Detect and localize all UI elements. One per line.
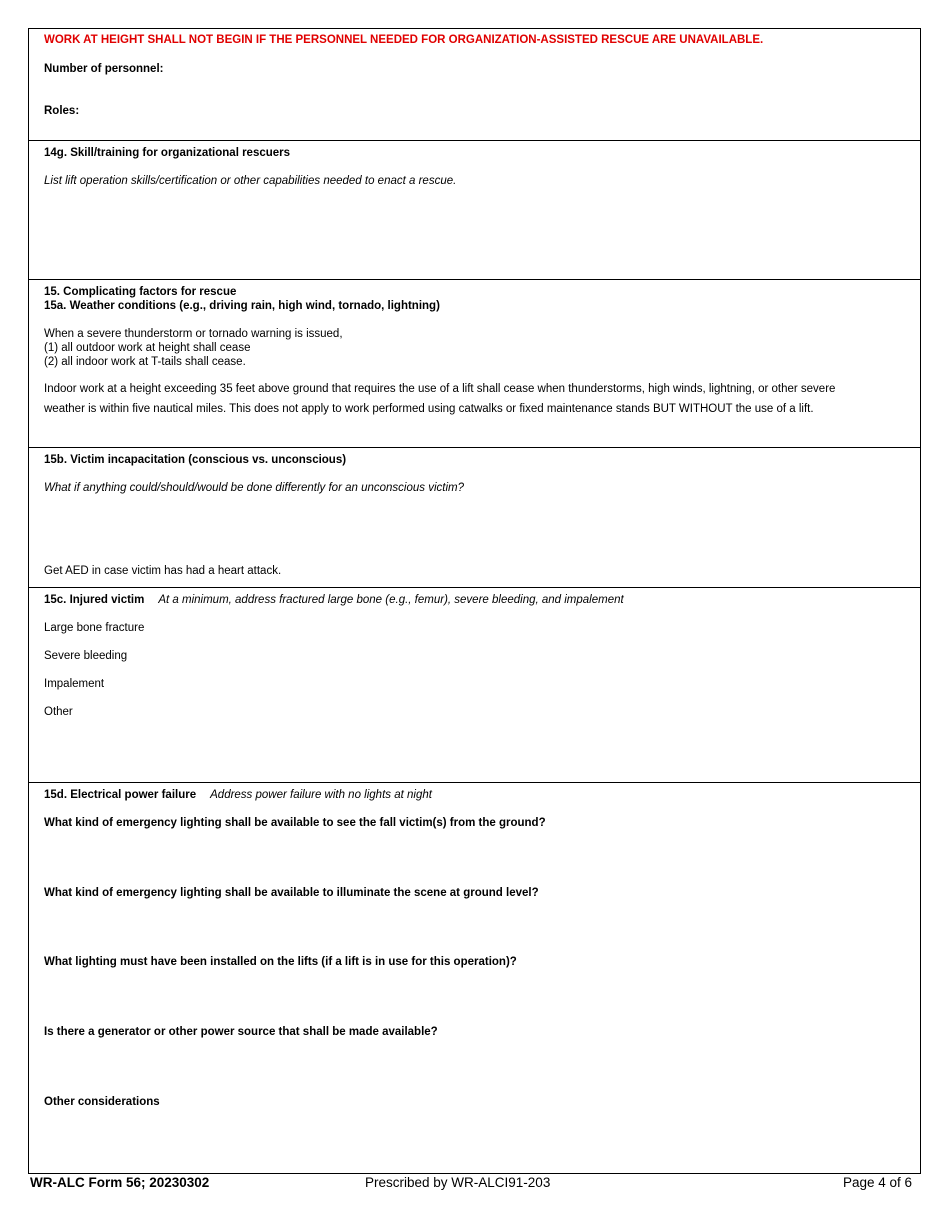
rescue-warning: WORK AT HEIGHT SHALL NOT BEGIN IF THE PERSONNEL NEEDED FOR ORGANIZATION-ASSISTED RESCUE ARE UNAVAILABLE. [44, 34, 764, 46]
page-number: Page 4 of 6 [842, 1175, 912, 1190]
weather-rule-1: (1) all outdoor work at height shall cease [44, 342, 251, 354]
form-page [28, 28, 921, 1174]
form-id: WR-ALC Form 56; 20230302 [30, 1175, 210, 1190]
injury-item-bone-fracture: Large bone fracture [44, 622, 145, 634]
injury-item-impalement: Impalement [44, 678, 105, 690]
weather-rule-2: (2) all indoor work at T-tails shall cease. [44, 356, 246, 368]
section-15a-title: 15a. Weather conditions (e.g., driving rain, high wind, tornado, lightning) [44, 300, 440, 312]
indoor-work-paragraph: Indoor work at a height exceeding 35 feet above ground that requires the use of a lift shall cease when thunderstorms, high winds, lightning, or other severe weather is within five nautical miles. This does not apply to work performed using catwalks or fixed maintenance stands BUT WITHOUT the use of a lift. [44, 383, 836, 415]
question-victim-lighting: What kind of emergency lighting shall be available to see the fall victim(s) from the ground? [44, 817, 546, 829]
prescribed-by: Prescribed by WR-ALCI91-203 [365, 1175, 551, 1190]
weather-warning-intro: When a severe thunderstorm or tornado warning is issued, [44, 328, 343, 340]
section-15b-instruction: What if anything could/should/would be done differently for an unconscious victim? [44, 482, 464, 494]
other-considerations-label: Other considerations [44, 1096, 160, 1108]
section-15c-hint: At a minimum, address fractured large bone (e.g., femur), severe bleeding, and impalement [158, 594, 624, 606]
injury-item-other: Other [44, 706, 73, 718]
rescue-personnel-section [29, 29, 920, 141]
question-generator: Is there a generator or other power source that shall be made available? [44, 1026, 438, 1038]
section-15d [29, 783, 920, 1174]
injury-item-severe-bleeding: Severe bleeding [44, 650, 128, 662]
section-15a [29, 280, 920, 448]
section-14g [29, 141, 920, 280]
section-15-title: 15. Complicating factors for rescue [44, 286, 237, 298]
question-lift-lighting: What lighting must have been installed on the lifts (if a lift is in use for this operation)? [44, 956, 517, 968]
section-15c [29, 588, 920, 783]
section-15d-hint: Address power failure with no lights at night [210, 789, 432, 801]
section-15d-title: 15d. Electrical power failure [44, 789, 197, 801]
roles-label: Roles: [44, 105, 80, 117]
section-15c-header [44, 593, 624, 607]
number-of-personnel-label: Number of personnel: [44, 63, 164, 75]
section-14g-title: 14g. Skill/training for organizational rescuers [44, 147, 291, 159]
section-15c-title: 15c. Injured victim [44, 594, 145, 606]
section-15b-title: 15b. Victim incapacitation (conscious vs. unconscious) [44, 454, 347, 466]
section-15b [29, 448, 920, 588]
section-15b-answer: Get AED in case victim has had a heart attack. [44, 565, 282, 577]
section-14g-instruction: List lift operation skills/certification or other capabilities needed to enact a rescue. [44, 175, 457, 187]
question-scene-lighting: What kind of emergency lighting shall be available to illuminate the scene at ground level? [44, 887, 539, 899]
section-15d-header [44, 788, 432, 802]
